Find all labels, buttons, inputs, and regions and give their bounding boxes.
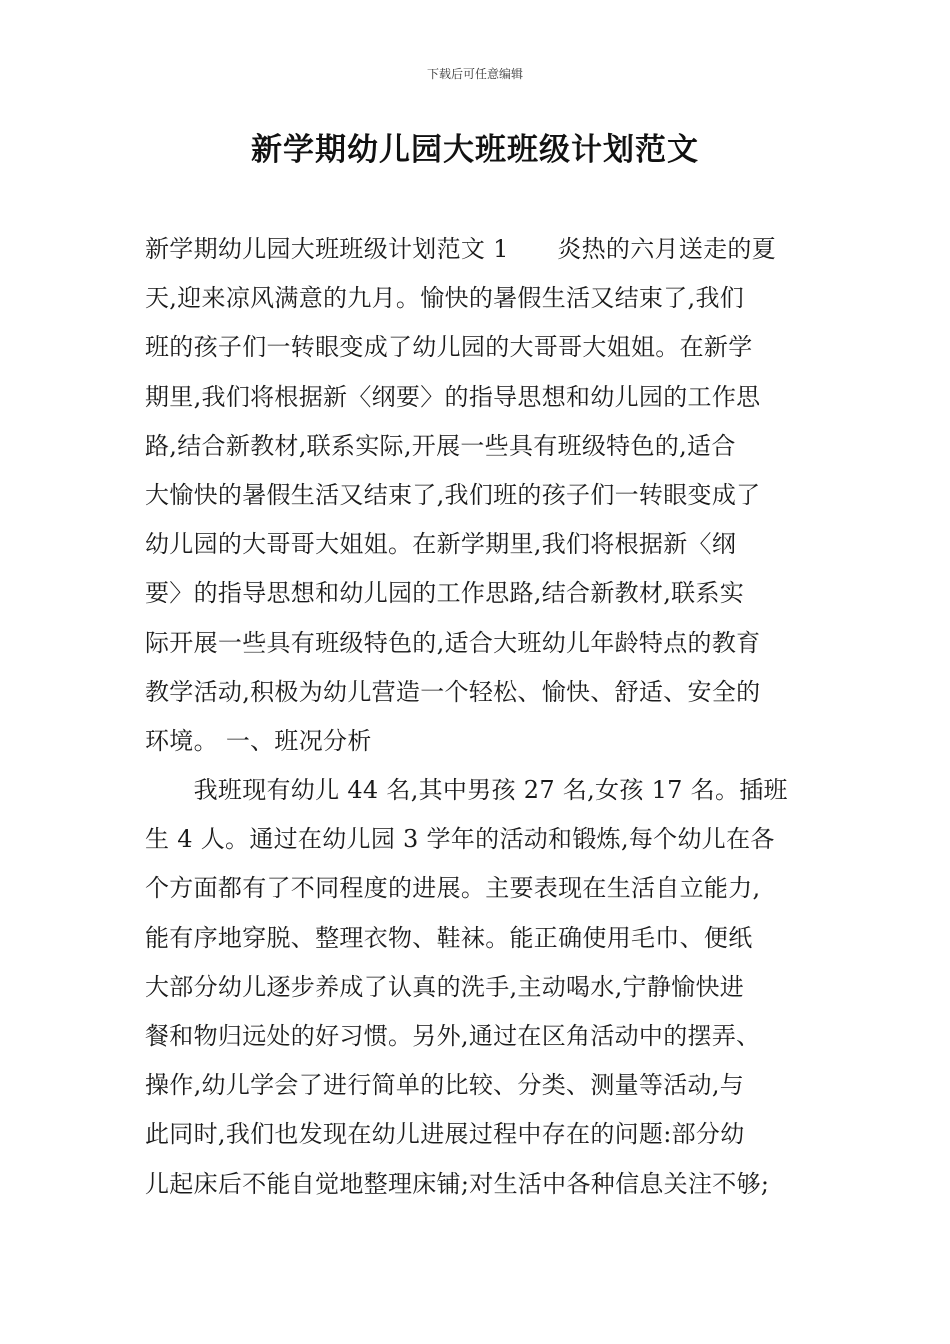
body-line: 要〉的指导思想和幼儿园的工作思路,结合新教材,联系实 bbox=[145, 579, 745, 608]
body-line: 个方面都有了不同程度的进展。主要表现在生活自立能力, bbox=[145, 874, 761, 903]
body-line: 生 4 人。通过在幼儿园 3 学年的活动和锻炼,每个幼儿在各 bbox=[145, 825, 775, 854]
body-line: 教学活动,积极为幼儿营造一个轻松、愉快、舒适、安全的 bbox=[145, 677, 761, 706]
section-heading-line: 环境。 一、班况分析 bbox=[145, 726, 372, 755]
body-line: 我班现有幼儿 44 名,其中男孩 27 名,女孩 17 名。插班 bbox=[145, 776, 788, 805]
body-line: 幼儿园的大哥哥大姐姐。在新学期里,我们将根据新〈纲 bbox=[145, 530, 737, 559]
body-line: 期里,我们将根据新〈纲要〉的指导思想和幼儿园的工作思 bbox=[145, 382, 761, 411]
body-line: 儿起床后不能自觉地整理床铺;对生活中各种信息关注不够; bbox=[145, 1169, 770, 1198]
document-body bbox=[145, 225, 813, 1209]
body-line: 天,迎来凉风满意的九月。愉快的暑假生活又结束了,我们 bbox=[145, 284, 745, 313]
body-line: 此同时,我们也发现在幼儿进展过程中存在的问题:部分幼 bbox=[145, 1120, 745, 1149]
body-line: 大愉快的暑假生活又结束了,我们班的孩子们一转眼变成了 bbox=[145, 480, 761, 509]
body-line: 际开展一些具有班级特色的,适合大班幼儿年龄特点的教育 bbox=[145, 628, 761, 657]
body-line: 路,结合新教材,联系实际,开展一些具有班级特色的,适合 bbox=[145, 431, 736, 460]
body-line: 能有序地穿脱、整理衣物、鞋袜。能正确使用毛巾、便纸 bbox=[145, 923, 753, 952]
body-line: 操作,幼儿学会了进行简单的比较、分类、测量等活动,与 bbox=[145, 1071, 745, 1100]
body-line: 新学期幼儿园大班班级计划范文 1 炎热的六月送走的夏 bbox=[145, 235, 776, 263]
document-title: 新学期幼儿园大班班级计划范文 bbox=[251, 132, 699, 168]
body-line: 班的孩子们一转眼变成了幼儿园的大哥哥大姐姐。在新学 bbox=[145, 333, 753, 362]
body-line: 餐和物归远处的好习惯。另外,通过在区角活动中的摆弄、 bbox=[145, 1022, 761, 1050]
body-line: 大部分幼儿逐步养成了认真的洗手,主动喝水,宁静愉快进 bbox=[145, 972, 745, 1001]
page-header-note: 下载后可任意编辑 bbox=[426, 67, 523, 81]
